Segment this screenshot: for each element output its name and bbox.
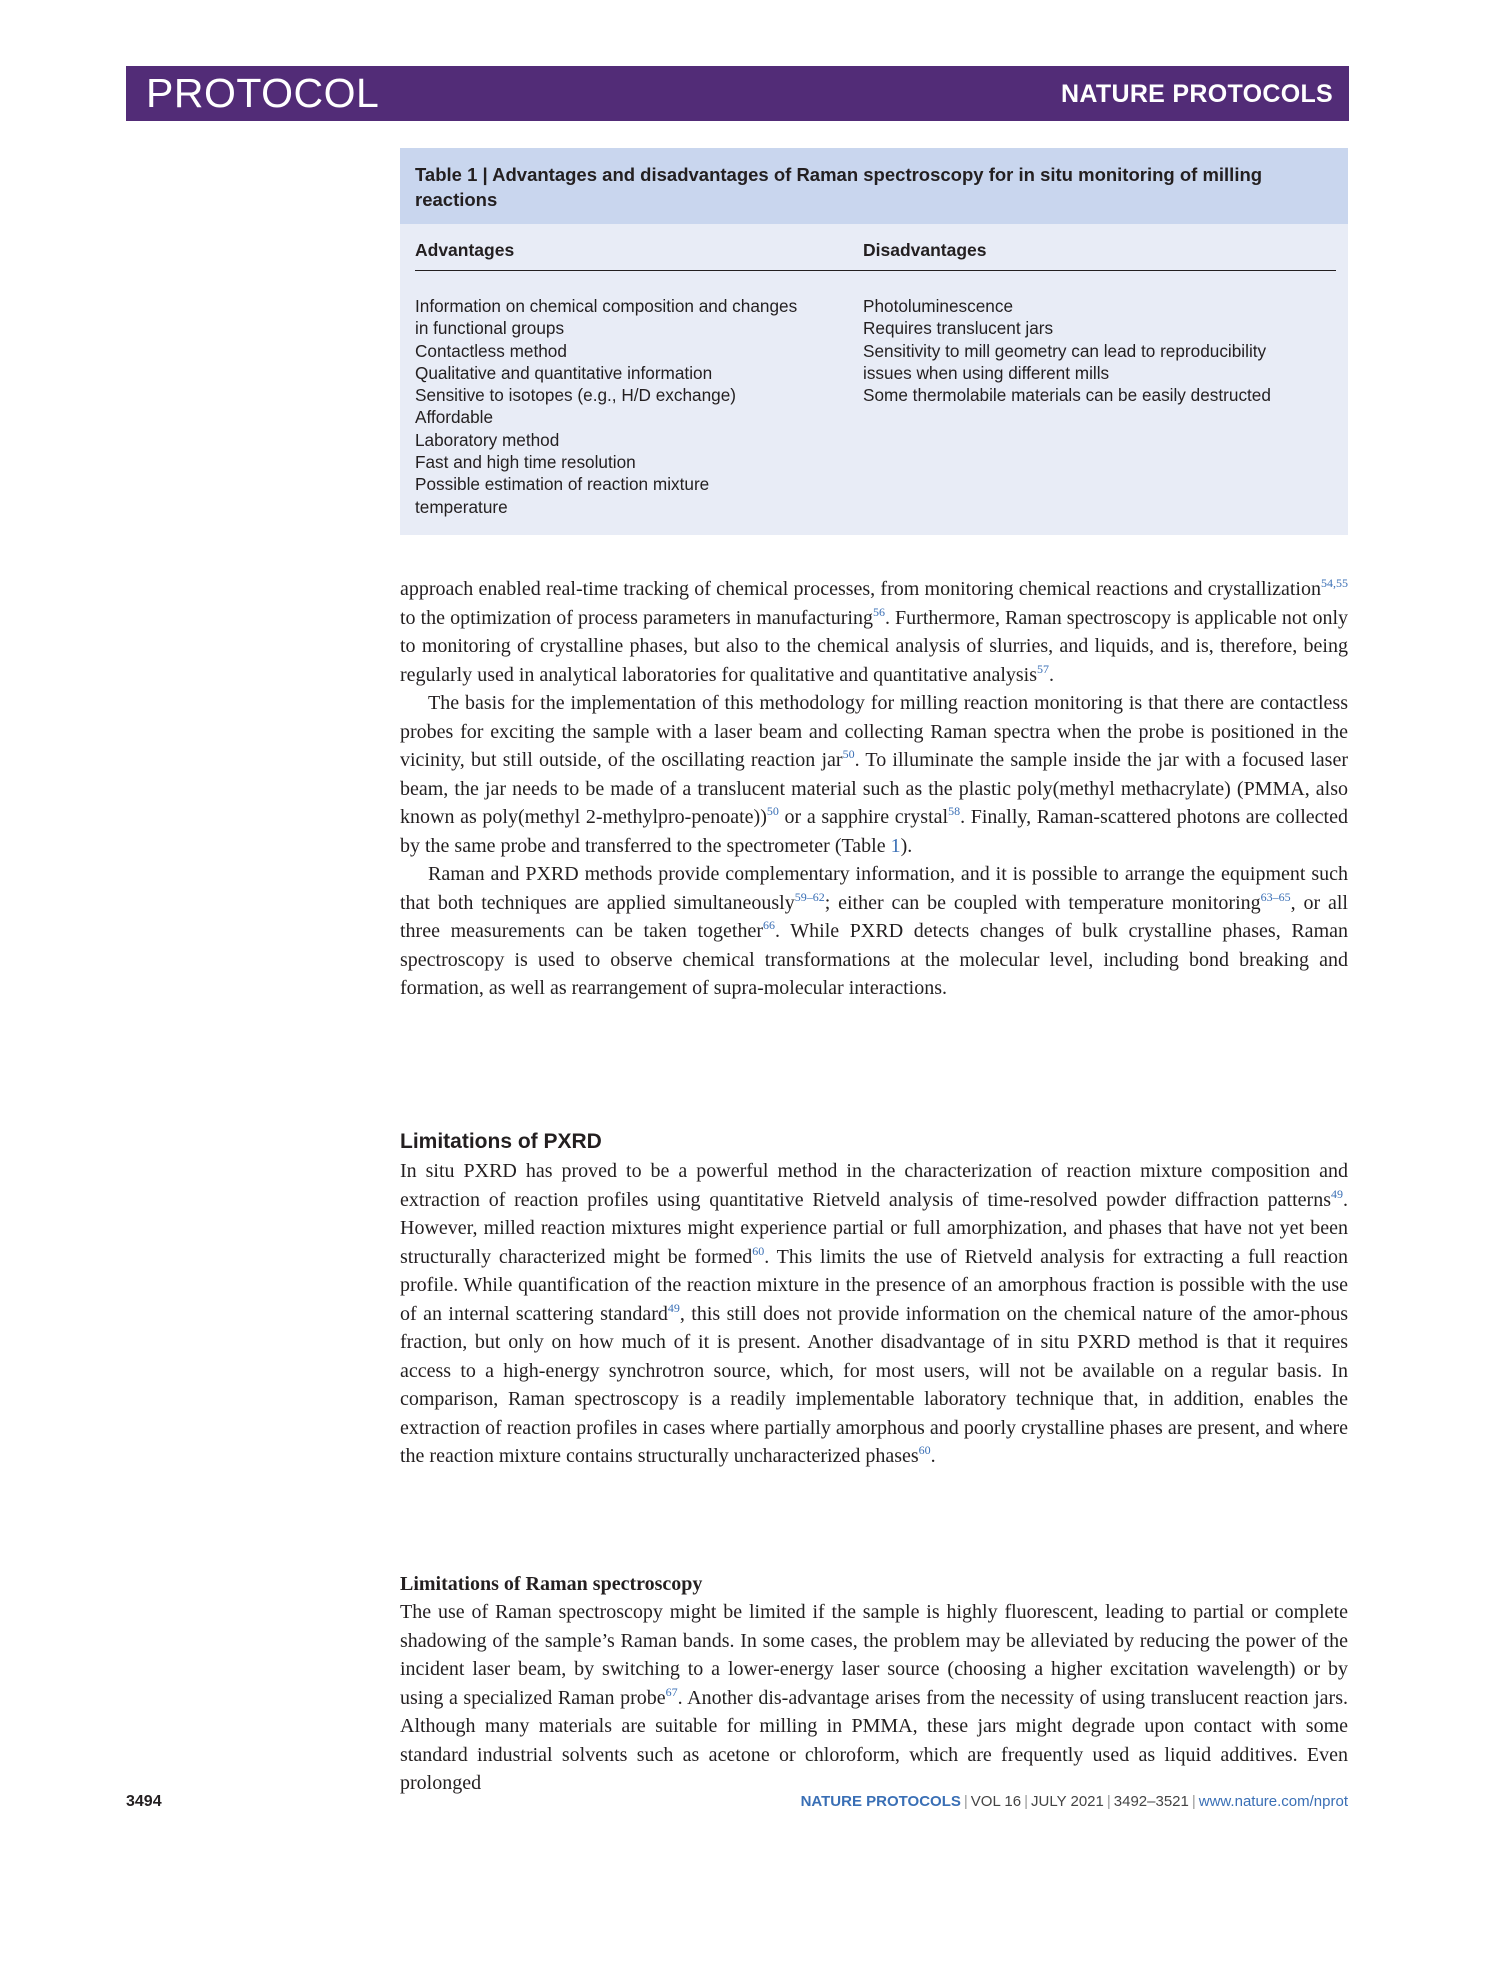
disadvantage-line: Photoluminescence <box>863 296 1014 316</box>
advantage-line: Affordable <box>415 407 494 428</box>
footer-citation: NATURE PROTOCOLS | VOL 16 | JULY 2021 | 3492–3521 | www.nature.com/nprot <box>800 1793 1348 1810</box>
body-section-2 <box>400 1157 1348 1471</box>
citation-link[interactable]: 60 <box>918 1443 931 1457</box>
footer-volume: VOL 16 <box>970 1793 1022 1810</box>
disadvantage-line: Requires translucent jars <box>863 318 1054 339</box>
citation-link[interactable]: 63–65 <box>1260 889 1291 904</box>
body-section-3 <box>400 1598 1348 1798</box>
advantage-line: Information on chemical composition and changes <box>415 296 798 316</box>
citation-link[interactable]: 59–62 <box>794 889 825 904</box>
citation-link[interactable]: 49 <box>667 1300 680 1315</box>
table-header-row <box>415 240 1336 271</box>
citation-link[interactable]: 66 <box>763 918 776 932</box>
citation-link[interactable]: 54,55 <box>1321 576 1348 590</box>
section-heading-pxrd: Limitations of PXRD <box>400 1130 602 1153</box>
citation-link[interactable]: 67 <box>665 1684 678 1699</box>
table-caption: Table 1 | Advantages and disadvantages of Raman spectroscopy for in situ monitoring of milling reactions <box>400 148 1348 224</box>
advantages-column <box>415 295 845 518</box>
advantage-line: Fast and high time resolution <box>415 452 636 473</box>
body-section-1 <box>400 575 1348 1003</box>
citation-link[interactable]: 57 <box>1037 661 1050 676</box>
paragraph: approach enabled real-time tracking of chemical processes, from monitoring chemical reactions and crystallization$^{54,55}$ to the optimization of process parameters in manufacturing$^{56}$. Furthermore, Raman spectroscopy is applicable not only to monitoring of crystalline phases, but also to the chemical analysis of slurries, and liquids, and is, therefore, being regularly used in analytical laboratories for qualitative and quantitative analysis$^{57}$. <box>400 576 1348 686</box>
table-header-disadvantages: Disadvantages <box>863 240 987 260</box>
disadvantage-line: Sensitivity to mill geometry can lead to reproducibility <box>863 340 1267 361</box>
paragraph: The basis for the implementation of this methodology for milling reaction monitoring is that there are contactless probes for exciting the sample with a laser beam and collecting Raman spectra when the probe is positioned in the vicinity, but still outside, of the oscillating reaction jar$^{50}$. To illuminate the sample inside the jar with a focused laser beam, the jar needs to be made of a translucent material such as the plastic poly(methyl methacrylate) (PMMA, also known as poly(methyl 2-methylpro-penoate))$^{50}$ or a sapphire crystal$^{58}$. Finally, Raman-scattered photons are collected by the same probe and transferred to the spectrometer (Table 1). <box>400 692 1348 857</box>
section-label: PROTOCOL <box>146 70 380 116</box>
footer-date: JULY 2021 <box>1031 1793 1104 1810</box>
disadvantages-column <box>863 295 1333 406</box>
advantage-line: Contactless method <box>415 340 567 361</box>
disadvantage-line: Some thermolabile materials can be easily destructed <box>863 385 1271 406</box>
advantage-line: Sensitive to isotopes (e.g., H/D exchange) <box>415 385 736 406</box>
table-1 <box>400 148 1348 535</box>
citation-link[interactable]: 56 <box>872 604 885 619</box>
page-number: 3494 <box>126 1793 162 1810</box>
footer-url-link[interactable]: www.nature.com/nprot <box>1198 1793 1348 1810</box>
advantage-line: Laboratory method <box>415 429 560 450</box>
paragraph: The use of Raman spectroscopy might be limited if the sample is highly fluorescent, leading to partial or complete shadowing of the sample’s Raman bands. In some cases, the problem may be alleviated by reducing the power of the incident laser beam, by switching to a lower-energy laser source (choosing a higher excitation wavelength) or by using a specialized Raman probe$^{67}$. Another dis-advantage arises from the necessity of using translucent reaction jars. Although many materials are suitable for milling in PMMA, these jars might degrade upon contact with some standard industrial solvents such as acetone or chloroform, which are frequently used as liquid additives. Even prolonged <box>400 1601 1348 1794</box>
citation-link[interactable]: 50 <box>766 804 779 818</box>
advantage-line: temperature <box>415 496 508 517</box>
advantage-line: in functional groups <box>415 318 565 339</box>
footer-pages: 3492–3521 <box>1113 1793 1189 1810</box>
citation-link[interactable]: 60 <box>752 1243 765 1258</box>
footer-journal: NATURE PROTOCOLS <box>800 1793 961 1810</box>
section-heading-raman: Limitations of Raman spectroscopy <box>400 1573 703 1595</box>
advantage-line: Qualitative and quantitative information <box>415 362 713 383</box>
header-banner <box>126 66 1349 121</box>
paragraph: In situ PXRD has proved to be a powerful method in the characterization of reaction mixture composition and extraction of reaction profiles using quantitative Rietveld analysis of time-resolved powder diffraction patterns$^{49}$. However, milled reaction mixtures might experience partial or full amorphization, and phases that have not yet been structurally characterized might be formed$^{60}$. This limits the use of Rietveld analysis for extracting a full reaction profile. While quantification of the reaction mixture in the presence of an amorphous fraction is possible with the use of an internal scattering standard$^{49}$, this still does not provide information on the chemical nature of the amor-phous fraction, but only on how much of it is present. Another disadvantage of in situ PXRD method is that it requires access to a high-energy synchrotron source, which, for most users, will not be available on a regular basis. In comparison, Raman spectroscopy is a readily implementable laboratory technique that, in addition, enables the extraction of reaction profiles in cases where partially amorphous and poorly crystalline phases are present, and where the reaction mixture contains structurally uncharacterized phases$^{60}$. <box>400 1160 1349 1467</box>
table-header-advantages: Advantages <box>415 240 515 260</box>
citation-link[interactable]: 50 <box>842 747 855 761</box>
table-link[interactable]: 1 <box>890 834 901 857</box>
paragraph: Raman and PXRD methods provide complementary information, and it is possible to arrange the equipment such that both techniques are applied simultaneously$^{59-62}$; either can be coupled with temperature monitoring$^{63-65}$, or all three measurements can be taken together$^{66}$. While PXRD detects changes of bulk crystalline phases, Raman spectroscopy is used to observe chemical transformations at the molecular level, including bond breaking and formation, as well as rearrangement of supra-molecular interactions. <box>400 863 1348 999</box>
journal-name: NATURE PROTOCOLS <box>1061 80 1333 108</box>
disadvantage-line: issues when using different mills <box>863 362 1110 383</box>
citation-link[interactable]: 49 <box>1331 1186 1343 1201</box>
advantage-line: Possible estimation of reaction mixture <box>415 474 710 495</box>
citation-link[interactable]: 58 <box>948 804 961 818</box>
